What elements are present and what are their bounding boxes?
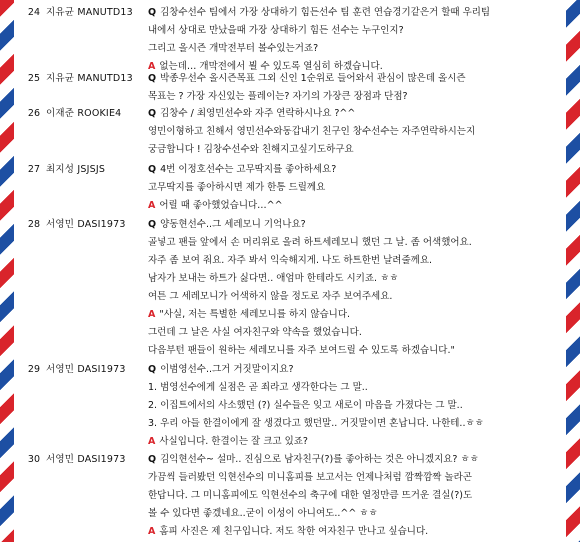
entry-author: 서영민 DASI1973	[46, 454, 126, 465]
text-line	[148, 505, 564, 523]
line-text: 목표는 ? 가장 자신있는 플레이는? 자기의 가장큰 장점과 단점?	[148, 91, 408, 102]
text-line	[148, 415, 564, 433]
answer-marker: A	[148, 436, 156, 447]
entry-author: 서영민 DASI1973	[46, 364, 126, 375]
question-marker: Q	[148, 73, 157, 84]
question-line	[148, 216, 564, 234]
line-text: 1. 범영선수에게 실점은 곧 죄라고 생각한다는 그 말..	[148, 382, 368, 393]
question-marker: Q	[148, 164, 157, 175]
line-text: 가끔씩 들러봤던 익현선수의 미니홈피를 보고서는 언제나처럼 깜짝깜짝 놀라곤	[148, 472, 472, 483]
line-text: 자주 좀 보여 줘요. 자주 봐서 익숙해지게. 나도 하트한번 날려줄께요.	[148, 255, 433, 266]
question-marker: Q	[148, 364, 157, 375]
answer-line	[148, 523, 564, 541]
line-text: 내에서 상대로 만났을때 가장 상대하기 힘든 선수는 누구인지?	[148, 25, 404, 36]
entry-number: 24	[27, 7, 40, 18]
question-line	[148, 361, 564, 379]
text-line	[148, 40, 564, 58]
line-text: 박종우선수 올시즌목표 그외 신인 1순위로 들어와서 관심이 많은데 올시즌	[160, 73, 466, 84]
answer-line	[148, 433, 564, 451]
text-line	[148, 22, 564, 40]
line-text: 사실입니다. 한결이는 잘 크고 있죠?	[159, 436, 308, 447]
entry-number: 26	[27, 108, 40, 119]
entry-body	[148, 70, 564, 106]
question-line	[148, 70, 564, 88]
question-line	[148, 161, 564, 179]
text-line	[148, 252, 564, 270]
text-line	[148, 397, 564, 415]
entry-author: 이재준 ROOKIE4	[46, 108, 122, 119]
answer-line	[148, 197, 564, 215]
text-line	[148, 270, 564, 288]
line-text: 다음부턴 팬들이 원하는 세레모니를 자주 보여드릴 수 있도록 하겠습니다."	[148, 345, 455, 356]
line-text: 그런데 그 날은 사실 여자친구와 약속을 했었습니다.	[148, 327, 362, 338]
entry-author: 최지성 JSJSJS	[46, 164, 106, 175]
entry-author: 지유균 MANUTD13	[46, 7, 133, 18]
line-text: 남자가 보내는 하트가 싫다면.. 애엄마 한테라도 시키죠. ㅎㅎ	[148, 273, 399, 284]
line-text: 3. 우리 아들 한결이에게 잘 생겼다고 했던말.. 거짓말이면 혼납니다. 나한테..ㅎㅎ	[148, 418, 484, 429]
line-text: 양동현선수..그 세레모니 기억나요?	[160, 219, 306, 230]
text-line	[148, 379, 564, 397]
entry-body	[148, 361, 564, 451]
text-line	[148, 123, 564, 141]
text-line	[148, 179, 564, 197]
answer-marker: A	[148, 526, 156, 537]
text-line	[148, 88, 564, 106]
text-line	[148, 234, 564, 252]
line-text: 여튼 그 세레모니가 어색하지 않을 정도로 자주 보여주세요.	[148, 291, 393, 302]
line-text: 골넣고 팬들 앞에서 손 머리위로 올려 하트세레모니 했던 그 날. 좀 어색했어요.	[148, 237, 472, 248]
entry-number: 29	[27, 364, 40, 375]
entry-number: 28	[27, 219, 40, 230]
answer-marker: A	[148, 61, 156, 72]
line-text: 2. 이집트에서의 사소했던 (?) 실수들은 잊고 새로이 마음을 가졌다는 그 말..	[148, 400, 463, 411]
entry-body	[148, 161, 564, 215]
entry-body	[148, 105, 564, 159]
text-line	[148, 324, 564, 342]
question-line	[148, 4, 564, 22]
answer-marker: A	[148, 200, 156, 211]
question-marker: Q	[148, 108, 157, 119]
line-text: 4번 이정호선수는 고무딱지를 좋아하세요?	[160, 164, 337, 175]
line-text: 영민이형하고 친해서 영민선수와동갑내기 친구인 창수선수는 자주연락하시는지	[148, 126, 476, 137]
question-marker: Q	[148, 454, 157, 465]
line-text: 이범영선수..그거 거짓말이지요?	[160, 364, 294, 375]
qa-sheet	[14, 0, 566, 542]
line-text: 김익현선수~ 설마.. 진심으로 남자친구(?)를 좋아하는 것은 아니겠지요? ㅎㅎ	[160, 454, 479, 465]
text-line	[148, 487, 564, 505]
entry-body	[148, 4, 564, 76]
line-text: 없는데… 개막전에서 뵐 수 있도록 열심히 하겠습니다.	[159, 61, 383, 72]
entry-number: 25	[27, 73, 40, 84]
question-marker: Q	[148, 219, 157, 230]
text-line	[148, 141, 564, 159]
line-text: 볼 수 있다면 좋겠네요..굳이 이성이 아니여도..^^ ㅎㅎ	[148, 508, 378, 519]
text-line	[148, 469, 564, 487]
line-text: 홈피 사진은 제 친구입니다. 저도 착한 여자친구 만나고 싶습니다.	[159, 526, 429, 537]
question-line	[148, 105, 564, 123]
line-text: 김창수 / 최영민선수와 자주 연락하시나요 ?^^	[160, 108, 356, 119]
entry-author: 서영민 DASI1973	[46, 219, 126, 230]
line-text: 고무딱지를 좋아하시면 제가 한통 드릴께요	[148, 182, 326, 193]
text-line	[148, 342, 564, 360]
line-text: 한답니다. 그 미니홈피에도 익현선수의 축구에 대한 열정만큼 뜨거운 결실(?)도	[148, 490, 473, 501]
entry-number: 27	[27, 164, 40, 175]
entry-body	[148, 216, 564, 360]
answer-line	[148, 306, 564, 324]
question-line	[148, 451, 564, 469]
line-text: 어릴 때 좋아했었습니다…^^	[159, 200, 283, 211]
entry-body	[148, 451, 564, 541]
line-text: 김창수선수 팀에서 가장 상대하기 힘든선수 팀 훈련 연습경기같은거 할때 우리팀	[160, 7, 491, 18]
line-text: 궁금합니다 ! 김창수선수와 친해지고싶기도하구요	[148, 144, 354, 155]
entry-number: 30	[27, 454, 40, 465]
line-text: 그리고 올시즌 개막전부터 볼수있는거죠?	[148, 43, 319, 54]
question-marker: Q	[148, 7, 157, 18]
entry-author: 지유균 MANUTD13	[46, 73, 133, 84]
answer-marker: A	[148, 309, 156, 320]
line-text: "사실, 저는 특별한 세레모니를 하지 않습니다.	[159, 309, 351, 320]
text-line	[148, 288, 564, 306]
